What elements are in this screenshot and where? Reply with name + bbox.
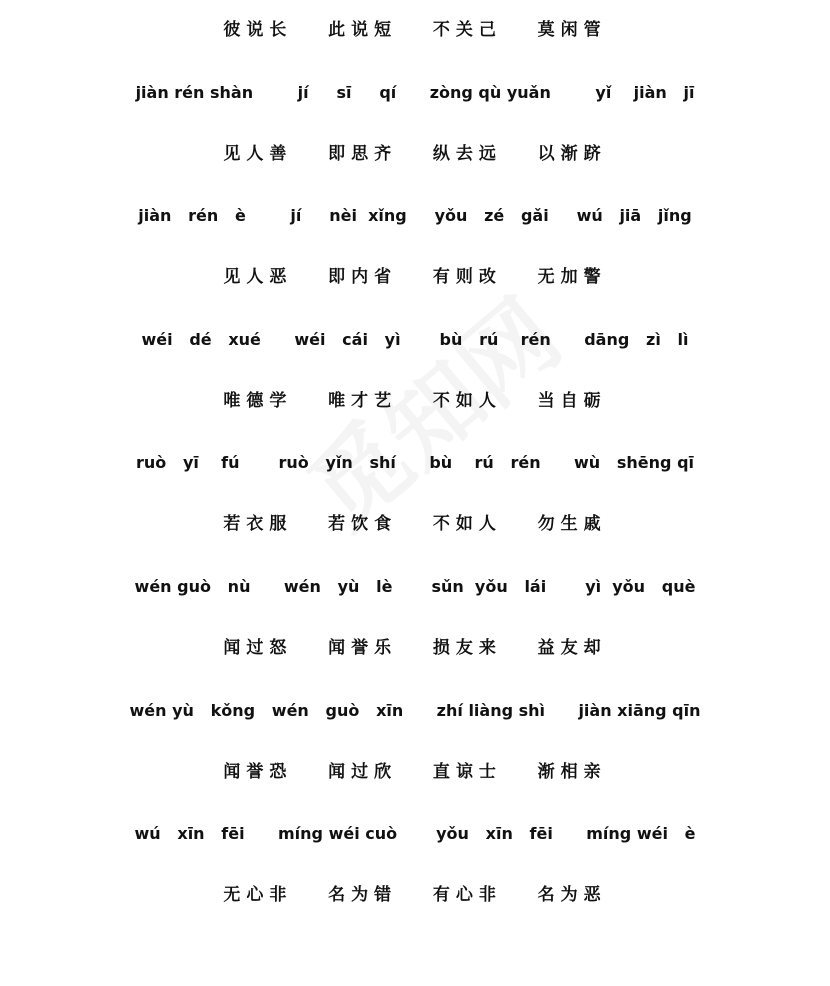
pinyin-line-4: jiàn rén è jí nèi xǐng yǒu zé gǎi wú jiā jǐng: [138, 206, 692, 225]
pinyin-line-6: wéi dé xué wéi cái yì bù rú rén dāng zì lì: [141, 330, 689, 349]
pinyin-line-2: jiàn rén shàn jí sī qí zòng qù yuǎn yǐ jiàn jī: [135, 83, 695, 102]
hanzi-line-3: 见人善 即思齐 纵去远 以渐跻: [223, 144, 607, 164]
hanzi-line-7: 唯德学 唯才艺 不如人 当自砺: [223, 391, 607, 411]
hanzi-line-11: 闻过怒 闻誉乐 损友来 益友却: [223, 638, 607, 658]
hanzi-line-9: 若衣服 若饮食 不如人 勿生戚: [223, 514, 607, 534]
hanzi-line-5: 见人恶 即内省 有则改 无加警: [223, 267, 607, 287]
hanzi-line-15: 无心非 名为错 有心非 名为恶: [223, 885, 607, 905]
pinyin-line-12: wén yù kǒng wén guò xīn zhí liàng shì jiàn xiāng qīn: [129, 701, 701, 720]
hanzi-line-13: 闻誉恐 闻过欣 直谅士 渐相亲: [223, 762, 607, 782]
hanzi-line-1: 彼说长 此说短 不关己 莫闲管: [223, 20, 607, 40]
pinyin-line-8: ruò yī fú ruò yǐn shí bù rú rén wù shēng qī: [135, 453, 694, 472]
pinyin-line-10: wén guò nù wén yù lè sǔn yǒu lái yì yǒu què: [134, 577, 696, 596]
pinyin-line-14: wú xīn fēi míng wéi cuò yǒu xīn fēi míng wéi è: [134, 824, 696, 843]
